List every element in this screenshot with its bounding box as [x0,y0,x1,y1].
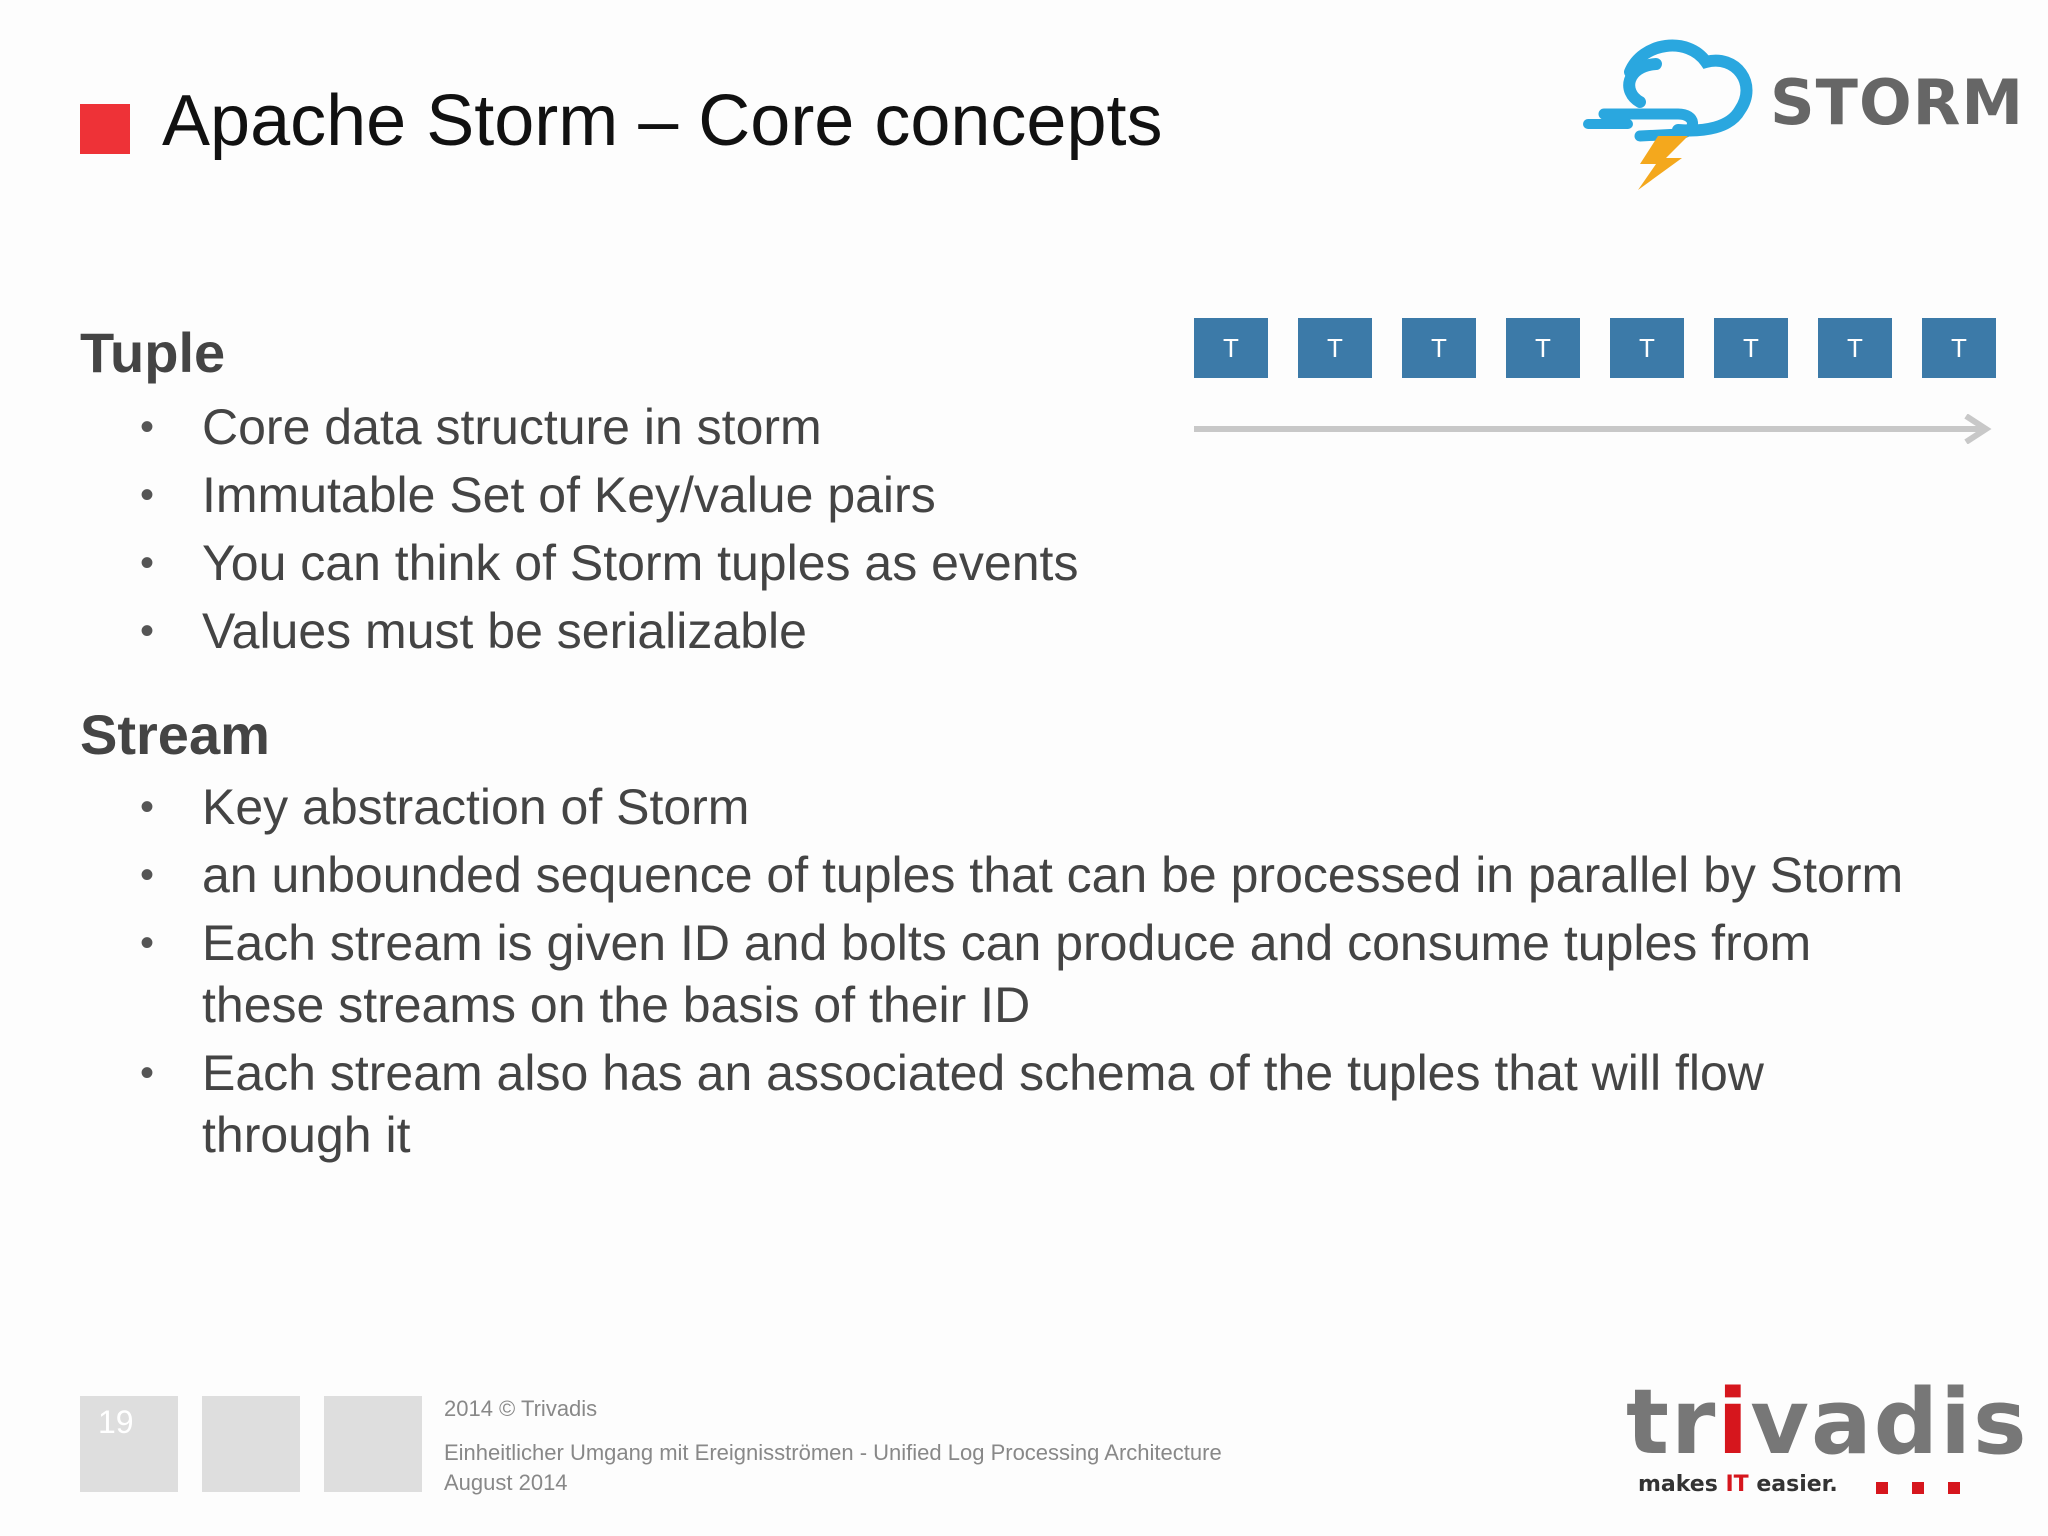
footer-decor-box [324,1396,422,1492]
tuple-bullet: • Values must be serializable [140,600,1140,662]
tuple-box: T [1402,318,1476,378]
tuple-box: T [1298,318,1372,378]
tuple-bullet-list [140,396,1140,668]
tagline-part: easier. [1748,1472,1838,1497]
tuple-box: T [1194,318,1268,378]
stream-bullet: • an unbounded sequence of tuples that can be processed in parallel by Storm [140,844,1980,906]
stream-bullet: • Each stream also has an associated schema of the tuples that will flow through it [140,1042,1822,1166]
tuple-bullet: • Immutable Set of Key/value pairs [140,464,1140,526]
tagline-part: makes [1638,1472,1726,1497]
footer-decor-box [202,1396,300,1492]
tuple-sequence-diagram [1194,318,1996,378]
tuple-box: T [1714,318,1788,378]
stream-bullet: • Each stream is given ID and bolts can produce and consume tuples from these streams on the basis of their ID [140,912,1822,1036]
trivadis-logo [1626,1370,2029,1475]
page-number-box [80,1396,178,1492]
trivadis-tagline [1638,1472,1838,1497]
tuple-heading: Tuple [80,321,226,384]
tagline-part: IT [1725,1472,1749,1497]
trivadis-logo-part: vadis [1750,1370,2029,1475]
storm-logo [1580,30,1760,190]
stream-heading: Stream [80,703,270,766]
trivadis-logo-part: tr [1626,1370,1718,1475]
stream-bullet: • Key abstraction of Storm [140,776,1980,838]
storm-logo-text: STORM [1770,66,2025,139]
tuple-box: T [1818,318,1892,378]
footer-subtitle: Einheitlicher Umgang mit Ereignisströmen - Unified Log Processing Architecture [444,1440,1222,1465]
title-marker [80,104,130,154]
page-number: 19 [98,1404,134,1440]
stream-bullet-list [140,776,1980,1172]
trivadis-dots-icon [1876,1482,1966,1496]
footer-date: August 2014 [444,1470,568,1495]
tuple-box: T [1506,318,1580,378]
tuple-box: T [1922,318,1996,378]
tuple-box: T [1610,318,1684,378]
trivadis-logo-part: i [1717,1370,1751,1475]
stream-arrow-icon [1194,414,1996,444]
tuple-bullet: • You can think of Storm tuples as events [140,532,1140,594]
slide-title: Apache Storm – Core concepts [162,81,1163,161]
tuple-bullet: • Core data structure in storm [140,396,1140,458]
footer-copyright: 2014 © Trivadis [444,1396,598,1421]
storm-cloud-icon [1580,30,1760,190]
